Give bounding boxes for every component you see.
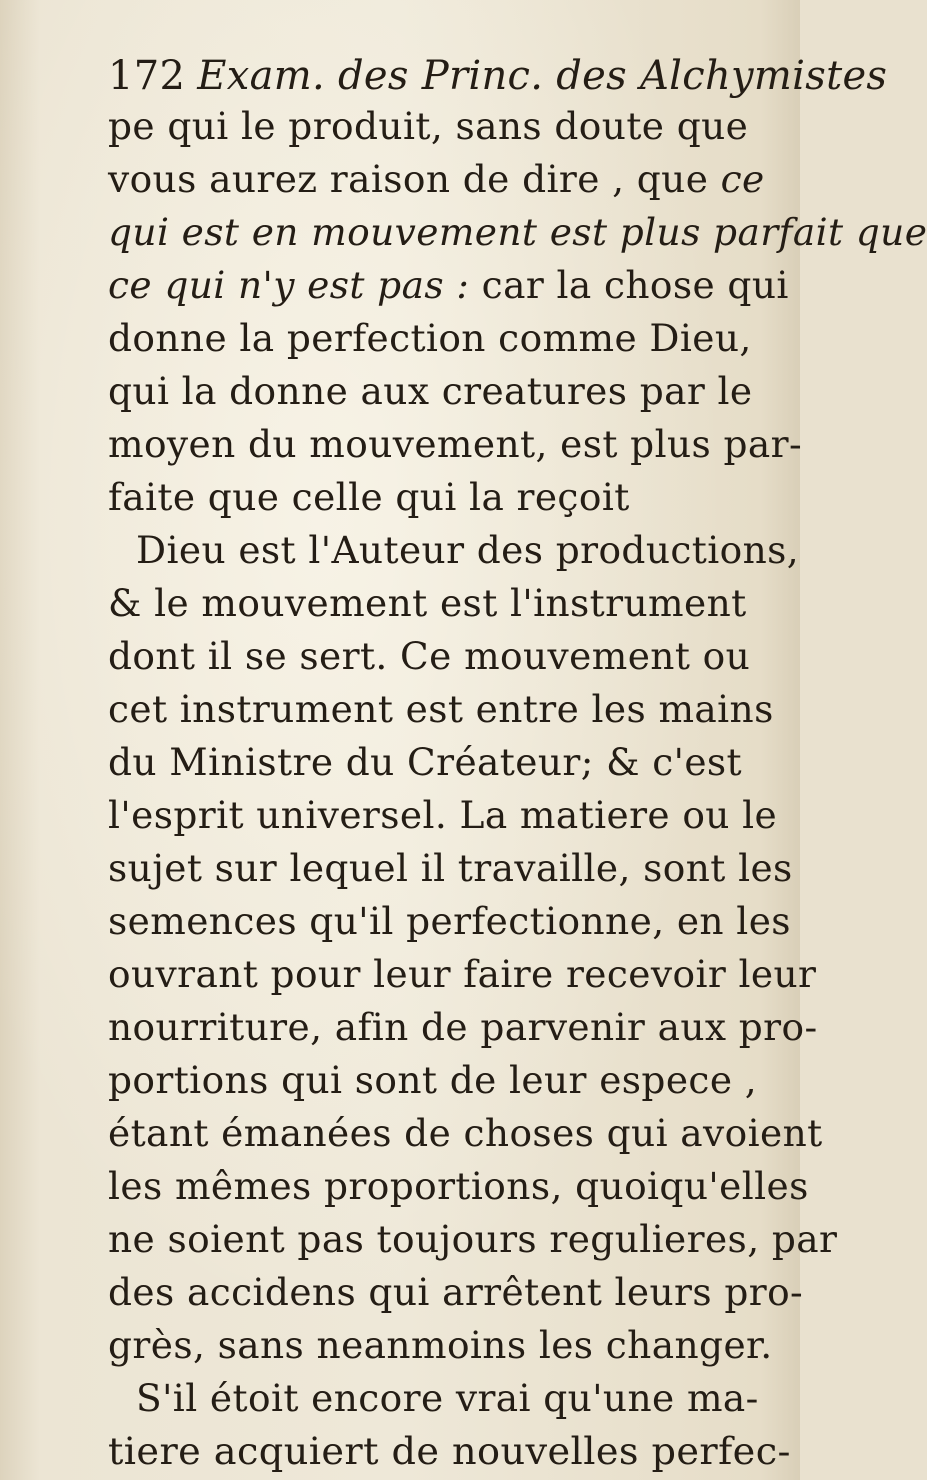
text-line — [108, 683, 798, 736]
text-run: les mêmes proportions, quoiqu'elles — [108, 1164, 809, 1208]
page-number: 172 — [108, 53, 186, 99]
text-run: du Ministre du Créateur; & c'est — [108, 740, 743, 784]
italic-text-run: ce qui n'y est pas : — [108, 263, 482, 307]
text-line — [108, 312, 798, 365]
text-run: qui la donne aux creatures par le — [108, 369, 753, 413]
text-run: vous aurez raison de dire , que — [108, 157, 721, 201]
page-text — [108, 52, 927, 1478]
text-line — [108, 789, 798, 842]
text-line — [108, 1425, 812, 1478]
text-run: car la chose qui — [481, 263, 789, 307]
italic-text-run: qui est en mouvement est plus parfait que — [108, 210, 927, 254]
text-line — [108, 577, 798, 630]
text-run: cet instrument est entre les mains — [108, 687, 774, 731]
text-line — [108, 1054, 798, 1107]
text-run: portions qui sont de leur espece , — [108, 1058, 758, 1102]
text-line — [108, 471, 798, 524]
text-run: faite que celle qui la reçoit — [108, 475, 630, 519]
body-text — [108, 100, 927, 1478]
text-line — [108, 418, 803, 471]
text-line — [108, 100, 798, 153]
running-head — [108, 52, 888, 100]
text-run: ouvrant pour leur faire recevoir leur — [108, 952, 817, 996]
text-run: des accidens qui arrêtent leurs pro- — [108, 1270, 804, 1314]
text-line — [108, 1372, 798, 1425]
text-run: ne soient pas toujours regulieres, par — [108, 1217, 838, 1261]
text-line — [108, 1319, 798, 1372]
text-run: dont il se sert. Ce mouvement ou — [108, 634, 751, 678]
text-line — [108, 1213, 838, 1266]
text-run: & le mouvement est l'instrument — [108, 581, 747, 625]
text-line — [108, 1107, 823, 1160]
text-line — [108, 1266, 804, 1319]
text-line — [108, 736, 798, 789]
text-line — [108, 895, 798, 948]
text-run: tiere acquiert de nouvelles perfec- — [108, 1429, 791, 1473]
italic-text-run: ce — [720, 157, 765, 201]
text-line — [108, 630, 798, 683]
text-line — [108, 524, 798, 577]
running-head-title: Exam. des Princ. des Alchymistes — [197, 53, 888, 99]
text-run: donne la perfection comme Dieu, — [108, 316, 752, 360]
text-run: l'esprit universel. La matiere ou le — [108, 793, 778, 837]
text-run: S'il étoit encore vrai qu'une ma- — [136, 1376, 759, 1420]
text-run: nourriture, afin de parvenir aux pro- — [108, 1005, 818, 1049]
text-run: semences qu'il perfectionne, en les — [108, 899, 791, 943]
text-run: étant émanées de choses qui avoient — [108, 1111, 823, 1155]
text-line — [108, 1001, 818, 1054]
text-line — [108, 206, 927, 259]
text-run: sujet sur lequel il travaille, sont les — [108, 846, 793, 890]
text-run: pe qui le produit, sans doute que — [108, 104, 749, 148]
text-line — [108, 1160, 809, 1213]
text-run: moyen du mouvement, est plus par- — [108, 422, 803, 466]
text-run: Dieu est l'Auteur des productions, — [136, 528, 800, 572]
text-line — [108, 259, 798, 312]
text-line — [108, 153, 798, 206]
text-run: grès, sans neanmoins les changer. — [108, 1323, 773, 1367]
text-line — [108, 948, 817, 1001]
text-line — [108, 365, 798, 418]
text-line — [108, 842, 798, 895]
